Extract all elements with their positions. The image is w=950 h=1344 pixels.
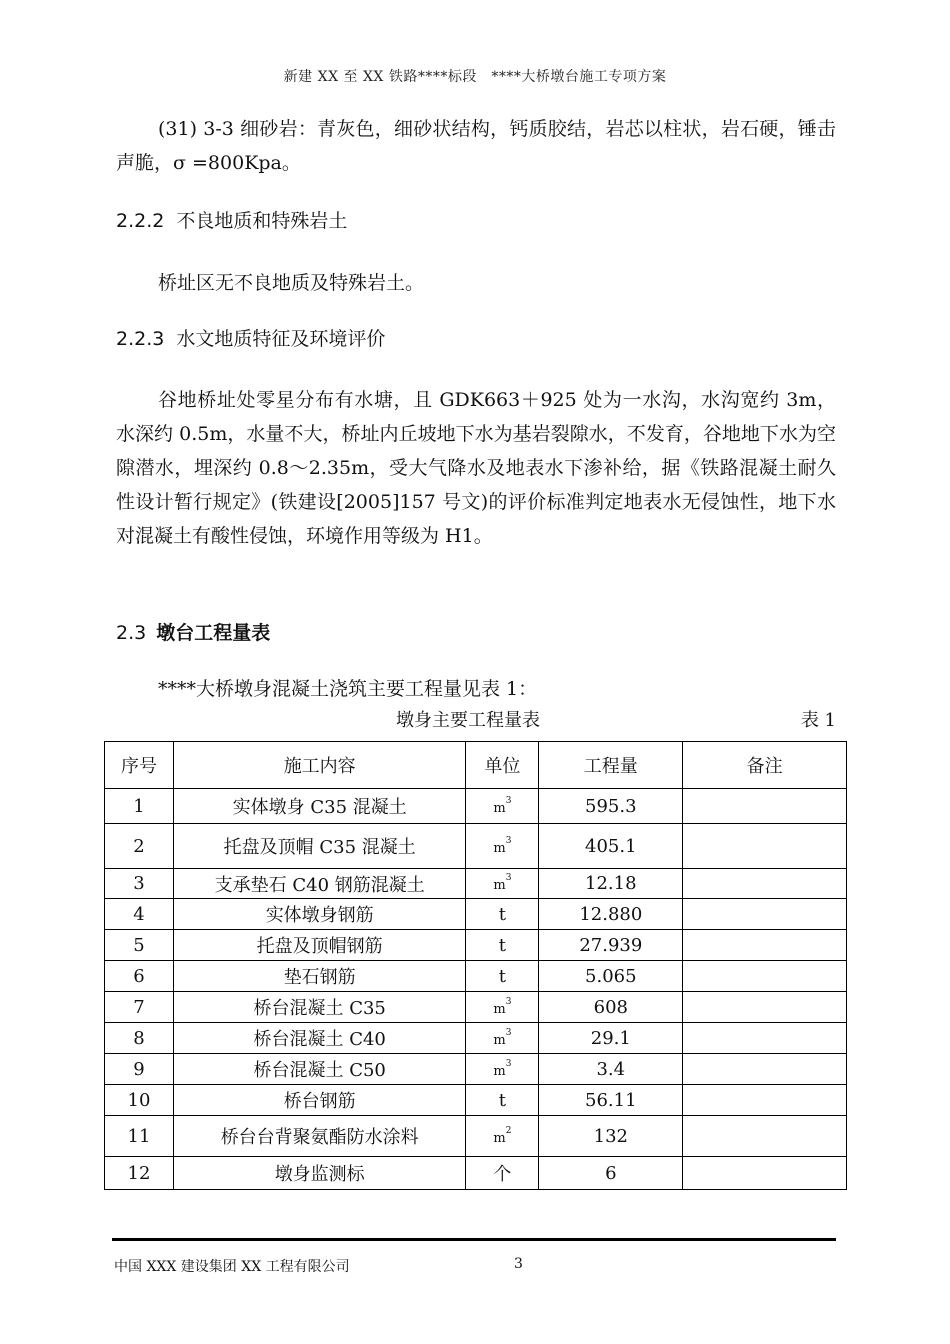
unit-symbol: m	[493, 800, 506, 816]
table-caption: 墩身主要工程量表	[396, 710, 540, 731]
cell-no: 6	[105, 961, 174, 992]
footer-divider	[112, 1238, 836, 1241]
heading-number: 2.2.2	[116, 210, 165, 232]
cell-content: 桥台混凝土 C50	[173, 1054, 466, 1085]
cell-content: 支承垫石 C40 钢筋混凝土	[173, 869, 466, 899]
cell-remarks	[683, 869, 847, 899]
cell-remarks	[683, 1023, 847, 1054]
page-header: 新建 XX 至 XX 铁路****标段 ****大桥墩台施工专项方案	[283, 69, 667, 85]
cell-quantity: 12.18	[539, 869, 683, 899]
cell-remarks	[683, 899, 847, 930]
cell-remarks	[683, 1116, 847, 1157]
unit-superscript: 3	[505, 1058, 512, 1069]
heading-text: 墩台工程量表	[156, 622, 271, 644]
cell-content: 桥台混凝土 C35	[173, 992, 466, 1023]
heading-text: 水文地质特征及环境评价	[176, 328, 386, 350]
quantity-table	[104, 741, 847, 1190]
cell-unit	[466, 1085, 539, 1116]
table-row	[105, 1023, 847, 1054]
unit-symbol: m	[493, 1063, 506, 1079]
cell-no: 2	[105, 824, 174, 869]
cell-unit	[466, 992, 539, 1023]
cell-content: 墩身监测标	[173, 1157, 466, 1190]
unit-symbol: m	[493, 840, 506, 856]
cell-content: 桥台混凝土 C40	[173, 1023, 466, 1054]
cell-quantity: 6	[539, 1157, 683, 1190]
cell-unit	[466, 869, 539, 899]
footer-company: 中国 XXX 建设集团 XX 工程有限公司	[114, 1259, 350, 1275]
heading-text: 不良地质和特殊岩土	[176, 210, 348, 232]
cell-remarks	[683, 961, 847, 992]
cell-content: 桥台台背聚氨酯防水涂料	[173, 1116, 466, 1157]
cell-no: 1	[105, 789, 174, 824]
unit-superscript: 3	[505, 873, 512, 883]
cell-quantity: 608	[539, 992, 683, 1023]
cell-quantity: 132	[539, 1116, 683, 1157]
column-header-remarks: 备注	[683, 742, 847, 789]
cell-content: 托盘及顶帽钢筋	[173, 930, 466, 961]
cell-content: 桥台钢筋	[173, 1085, 466, 1116]
table-caption-row	[116, 706, 836, 732]
heading-2-2-2	[116, 206, 347, 233]
table-row	[105, 1157, 847, 1190]
table-row	[105, 899, 847, 930]
column-header-quantity: 工程量	[539, 742, 683, 789]
column-header-content: 施工内容	[173, 742, 466, 789]
cell-no: 10	[105, 1085, 174, 1116]
unit-symbol: t	[498, 965, 507, 987]
column-header-no: 序号	[105, 742, 174, 789]
table-header-row	[105, 742, 847, 789]
cell-no: 3	[105, 869, 174, 899]
cell-no: 5	[105, 930, 174, 961]
cell-content: 实体墩身 C35 混凝土	[173, 789, 466, 824]
unit-symbol: m	[493, 1032, 506, 1048]
table-label: 表 1	[800, 710, 836, 731]
unit-symbol: m	[493, 1001, 506, 1017]
table-row	[105, 824, 847, 869]
table-row	[105, 789, 847, 824]
table-row	[105, 1085, 847, 1116]
table-row	[105, 1054, 847, 1085]
table-row	[105, 1116, 847, 1157]
cell-unit	[466, 1116, 539, 1157]
cell-quantity: 5.065	[539, 961, 683, 992]
paragraph-table-intro: ****大桥墩身混凝土浇筑主要工程量见表 1：	[158, 678, 538, 700]
heading-number: 2.3	[116, 622, 147, 644]
unit-symbol: m	[493, 878, 506, 893]
cell-unit	[466, 824, 539, 869]
page-number: 3	[514, 1256, 523, 1272]
cell-no: 9	[105, 1054, 174, 1085]
cell-content: 实体墩身钢筋	[173, 899, 466, 930]
cell-remarks	[683, 1054, 847, 1085]
unit-symbol: t	[498, 934, 507, 956]
column-header-unit: 单位	[466, 742, 539, 789]
unit-symbol: t	[498, 1089, 507, 1111]
heading-number: 2.2.3	[116, 328, 165, 350]
cell-no: 4	[105, 899, 174, 930]
table-row	[105, 961, 847, 992]
cell-unit	[466, 899, 539, 930]
unit-superscript: 3	[505, 996, 512, 1007]
unit-superscript: 3	[505, 835, 512, 846]
cell-no: 12	[105, 1157, 174, 1190]
heading-2-2-3	[116, 324, 385, 351]
cell-no: 8	[105, 1023, 174, 1054]
unit-symbol: t	[498, 903, 507, 925]
cell-quantity: 27.939	[539, 930, 683, 961]
cell-remarks	[683, 1085, 847, 1116]
table-row	[105, 869, 847, 899]
cell-quantity: 56.11	[539, 1085, 683, 1116]
unit-superscript: 3	[505, 1027, 512, 1038]
paragraph-hydrogeology: 谷地桥址处零星分布有水塘，且 GDK663＋925 处为一水沟，水沟宽约 3m，水深约 0.5m，水量不大，桥址内丘坡地下水为基岩裂隙水，不发育，谷地地下水为空隙潜水，埋深约 0.8～2.35m，受大气降水及地表水下渗补给，据《铁路混凝土耐久性设计暂行规定》(铁建设[2005]157 号文)的评价标准判定地表水无侵蚀性，地下水对混凝土有酸性侵蚀，环境作用等级为 H1。	[116, 389, 836, 547]
cell-remarks	[683, 930, 847, 961]
table-body	[105, 789, 847, 1190]
heading-2-3	[116, 618, 270, 645]
unit-superscript: 2	[505, 1125, 512, 1136]
table-row	[105, 992, 847, 1023]
cell-remarks	[683, 824, 847, 869]
cell-quantity: 595.3	[539, 789, 683, 824]
unit-symbol: 个	[493, 1164, 512, 1185]
cell-content: 垫石钢筋	[173, 961, 466, 992]
cell-unit	[466, 1023, 539, 1054]
cell-unit	[466, 1054, 539, 1085]
cell-quantity: 405.1	[539, 824, 683, 869]
cell-quantity: 3.4	[539, 1054, 683, 1085]
cell-no: 7	[105, 992, 174, 1023]
cell-unit	[466, 1157, 539, 1190]
table-row	[105, 930, 847, 961]
unit-superscript: 3	[505, 795, 512, 806]
paragraph-adverse-geology: 桥址区无不良地质及特殊岩土。	[158, 272, 425, 294]
cell-remarks	[683, 992, 847, 1023]
cell-remarks	[683, 789, 847, 824]
unit-symbol: m	[493, 1130, 506, 1146]
cell-quantity: 12.880	[539, 899, 683, 930]
cell-unit	[466, 961, 539, 992]
cell-no: 11	[105, 1116, 174, 1157]
cell-content: 托盘及顶帽 C35 混凝土	[173, 824, 466, 869]
paragraph-rock-description: (31) 3-3 细砂岩：青灰色，细砂状结构，钙质胶结，岩芯以柱状，岩石硬，锤击声脆，σ =800Kpa。	[116, 118, 836, 174]
cell-unit	[466, 930, 539, 961]
cell-unit	[466, 789, 539, 824]
cell-remarks	[683, 1157, 847, 1190]
cell-quantity: 29.1	[539, 1023, 683, 1054]
